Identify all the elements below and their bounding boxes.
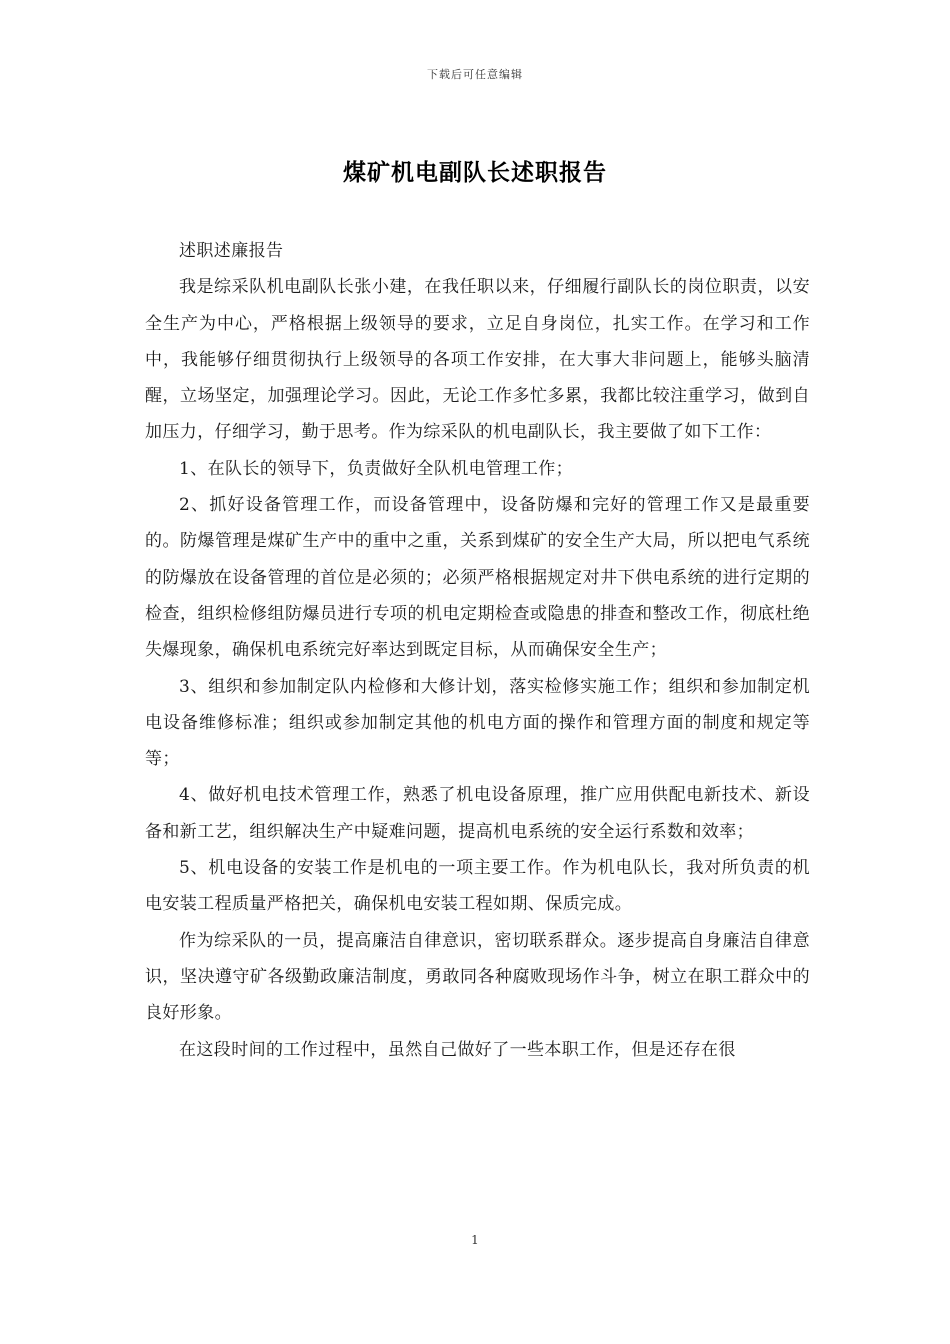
- document-title: 煤矿机电副队长述职报告: [343, 159, 607, 186]
- document-body: [145, 233, 810, 1068]
- paragraph-item-3: 3、组织和参加制定队内检修和大修计划，落实检修实施工作；组织和参加制定机电设备维修标准；组织或参加制定其他的机电方面的操作和管理方面的制度和规定等等；: [145, 676, 810, 770]
- paragraph-item-5: 5、机电设备的安装工作是机电的一项主要工作。作为机电队长，我对所负责的机电安装工程质量严格把关，确保机电安装工程如期、保质完成。: [145, 858, 810, 915]
- paragraph-item-1: 1、在队长的领导下，负责做好全队机电管理工作；: [179, 458, 574, 479]
- paragraph-item-2: 2、抓好设备管理工作，而设备管理中，设备防爆和完好的管理工作又是最重要的。防爆管理是煤矿生产中的重中之重，关系到煤矿的安全生产大局，所以把电气系统的防爆放在设备管理的首位是必须的；必须严格根据规定对井下供电系统的进行定期的检查，组织检修组防爆员进行专项的机电定期检查或隐患的排查和整改工作，彻底杜绝失爆现象，确保机电系统完好率达到既定目标，从而确保安全生产；: [145, 495, 810, 661]
- paragraph-item-4: 4、做好机电技术管理工作，熟悉了机电设备原理，推广应用供配电新技术、新设备和新工艺，组织解决生产中疑难问题，提高机电系统的安全运行系数和效率；: [145, 785, 810, 842]
- page-number: 1: [471, 1233, 479, 1247]
- page-header-note: 下载后可任意编辑: [427, 68, 523, 81]
- paragraph-intro: 我是综采队机电副队长张小建，在我任职以来，仔细履行副队长的岗位职责，以安全生产为中心，严格根据上级领导的要求，立足自身岗位，扎实工作。在学习和工作中，我能够仔细贯彻执行上级领导的各项工作安排，在大事大非问题上，能够头脑清醒，立场坚定，加强理论学习。因此，无论工作多忙多累，我都比较注重学习，做到自加压力，仔细学习，勤于思考。作为综采队的机电副队长，我主要做了如下工作：: [145, 277, 810, 443]
- paragraph-integrity: 作为综采队的一员，提高廉洁自律意识，密切联系群众。逐步提高自身廉洁自律意识，坚决遵守矿各级勤政廉洁制度，勇敢同各种腐败现场作斗争，树立在职工群众中的良好形象。: [145, 930, 810, 1024]
- paragraph-subtitle: 述职述廉报告: [179, 241, 284, 261]
- paragraph-reflection: 在这段时间的工作过程中，虽然自己做好了一些本职工作，但是还存在很: [179, 1039, 736, 1060]
